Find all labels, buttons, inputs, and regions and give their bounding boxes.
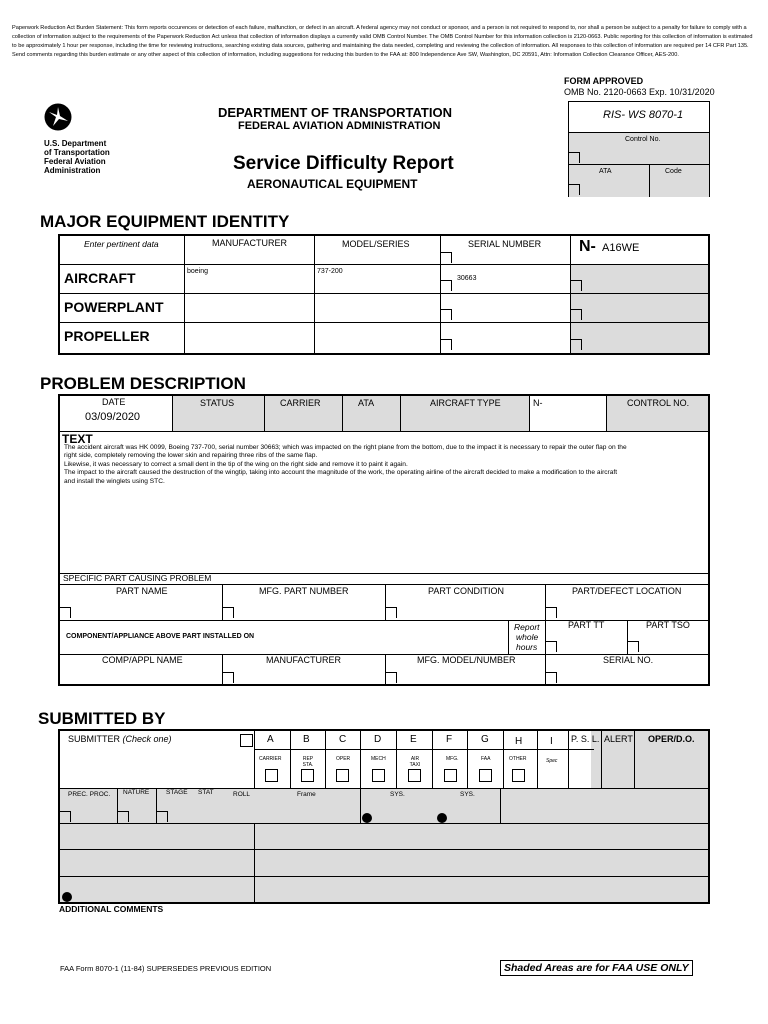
text-label: TEXT <box>62 432 93 446</box>
col-model: MODEL/SERIES <box>342 239 410 249</box>
letter-f: F <box>446 734 453 745</box>
aircraft-serial[interactable]: 30663 <box>457 275 477 282</box>
checkbox-rep-sta[interactable] <box>301 769 314 782</box>
specific-part-label: SPECIFIC PART CAUSING PROBLEM <box>63 573 212 583</box>
checkbox-carrier[interactable] <box>265 769 278 782</box>
roll-label: ROLL <box>233 791 250 798</box>
aircraft-serial-check <box>441 280 452 291</box>
control-no-field[interactable] <box>569 132 709 164</box>
checkbox-mfg[interactable] <box>444 769 457 782</box>
part-tso-check <box>628 641 639 652</box>
alert-label: ALERT <box>604 734 633 744</box>
stage-label: STAGE <box>166 789 188 796</box>
sub-mfg: MFG. <box>446 756 459 762</box>
oper-do-label: OPER/D.O. <box>648 734 695 744</box>
text-line: and install the winglets using STC. <box>64 477 165 485</box>
mfg-model-number-label: MFG. MODEL/NUMBER <box>417 655 516 665</box>
major-equipment-table <box>58 234 710 355</box>
n-label-problem: N- <box>533 398 543 408</box>
checkbox-faa[interactable] <box>479 769 492 782</box>
submitted-table <box>58 729 710 904</box>
problem-text-area[interactable] <box>64 444 708 486</box>
n-number-label: N- <box>579 238 596 255</box>
ris-box <box>568 101 710 197</box>
sub-air-taxi: AIR TAXI <box>409 756 421 768</box>
logo-line-4: Administration <box>44 166 101 175</box>
form-number: FAA Form 8070-1 (11-84) SUPERSEDES PREVIOUS EDITION <box>60 964 272 973</box>
letter-g: G <box>481 734 489 745</box>
additional-bullet-icon <box>62 892 72 902</box>
report-whole-hours-1: Report <box>514 622 540 632</box>
comp-manufacturer-check <box>223 672 234 683</box>
control-no-check <box>569 152 580 163</box>
sys-label-2: SYS. <box>460 791 475 798</box>
form-approved: FORM APPROVED <box>564 76 644 86</box>
prec-proc-check <box>60 811 71 822</box>
psl-label: P. S. L. <box>571 734 600 744</box>
text-line: right side, completely removing the lower skin and repairing three ribs of the same flap. <box>64 452 318 460</box>
mfg-part-check <box>223 607 234 618</box>
aircraft-model[interactable]: 737-200 <box>317 268 343 275</box>
serial-no-check <box>546 672 557 683</box>
sub-faa: FAA <box>481 756 491 762</box>
comp-manufacturer-label: MANUFACTURER <box>266 655 342 665</box>
ata-label: ATA <box>599 168 612 175</box>
part-tt-label: PART TT <box>568 620 605 630</box>
letter-i: I <box>550 736 553 747</box>
part-tso-label: PART TSO <box>646 620 690 630</box>
text-line: The accident aircraft was HK 0099, Boeing 737-700, serial number 30663; which was impacted on the right plane from the bottom, due to the impact it is necessary to repair the outer flap on the <box>64 444 627 451</box>
sys-bullet-1-icon <box>362 813 372 823</box>
checkbox-mech[interactable] <box>372 769 385 782</box>
logo-line-3: Federal Aviation <box>44 157 106 166</box>
sub-mech: MECH <box>371 756 386 762</box>
row-aircraft-label: AIRCRAFT <box>64 270 136 286</box>
letter-a: A <box>267 734 274 745</box>
ata-check <box>569 184 580 195</box>
letter-e: E <box>410 734 417 745</box>
serial-header-check <box>441 252 452 263</box>
ata-label-problem: ATA <box>358 398 375 408</box>
part-defect-location-label: PART/DEFECT LOCATION <box>572 586 682 596</box>
submitted-by-heading: SUBMITTED BY <box>38 709 166 728</box>
aircraft-manufacturer[interactable]: boeing <box>187 268 209 275</box>
prec-proc-label: PREC. PROC. <box>68 791 111 798</box>
logo-line-2: of Transportation <box>44 148 110 157</box>
serial-no-label: SERIAL NO. <box>603 655 654 665</box>
letter-b: B <box>303 734 310 745</box>
ris-number: RIS- WS 8070-1 <box>603 109 684 121</box>
frame-label: Frame <box>297 791 316 798</box>
col-serial: SERIAL NUMBER <box>468 239 542 249</box>
additional-comments-label: ADDITIONAL COMMENTS <box>59 904 164 914</box>
text-line: The impact to the aircraft caused the destruction of the wingtip, taking into account the magnitude of the work, the operating airline of the aircraft decided to make a modification to the aircraft <box>64 469 618 477</box>
date-value[interactable]: 03/09/2020 <box>85 411 141 423</box>
enter-data-hint: Enter pertinent data <box>84 239 159 249</box>
comp-appl-name-label: COMP/APPL NAME <box>102 655 183 665</box>
nature-label: NATURE <box>123 789 150 796</box>
aircraft-type-label: AIRCRAFT TYPE <box>430 398 501 408</box>
dept-title: DEPARTMENT OF TRANSPORTATION <box>218 105 452 120</box>
col-manufacturer: MANUFACTURER <box>212 238 288 248</box>
sub-spec: Spec <box>546 758 558 764</box>
sub-oper: OPER <box>336 756 351 762</box>
sys-bullet-2-icon <box>437 813 447 823</box>
status-label: STATUS <box>200 398 235 408</box>
dot-logo-icon <box>44 103 72 131</box>
part-condition-check <box>386 607 397 618</box>
mfg-part-number-label: MFG. PART NUMBER <box>259 586 349 596</box>
ata-code-field[interactable] <box>569 164 709 197</box>
checkbox-air-taxi[interactable] <box>408 769 421 782</box>
propeller-serial-check <box>441 339 452 350</box>
letter-d: D <box>374 734 382 745</box>
sys-label-1: SYS. <box>390 791 405 798</box>
burden-statement: Paperwork Reduction Act Burden Statement: This form reports occurences or detection of each failure, malfunction, or defect in an aircraft. A federal agency may not conduct or sponsor, and a person is not required to respond to, nor shall a person be subject to a penalty for failure to comply with a collection of information subject to the requirements of the Paperwork Reduction Act unless that collection of information displays a currently valid OMB Control Number. The OMB Control Number for this information collection is 2120-0663. Public reporting for this collection of information is estimated to be approximately 1 hour per response, including the time for reviewing instructions, searching existing data sources, gathering and maintaining the data needed, completing and reviewing the collection of information. All responses to this collection of information are required per 14 CFR Part 135. Send comments regarding this burden estimate or any other aspect of this collection of information, including suggestions for reducing this burden to the FAA at: 800 Independence Ave SW, Washington, DC 20591, Attn: Information Collection Clearance Officer, AES-200. <box>12 25 753 58</box>
part-location-check <box>546 607 557 618</box>
row-propeller-label: PROPELLER <box>64 328 150 344</box>
nature-check <box>118 811 129 822</box>
powerplant-serial-check <box>441 309 452 320</box>
row-powerplant-label: POWERPLANT <box>64 299 164 315</box>
problem-table <box>58 394 710 686</box>
major-equipment-heading: MAJOR EQUIPMENT IDENTITY <box>40 212 290 231</box>
letter-h: H <box>515 736 523 747</box>
problem-description-heading: PROBLEM DESCRIPTION <box>40 374 246 393</box>
part-tt-check <box>546 641 557 652</box>
report-whole-hours-3: hours <box>516 642 538 652</box>
logo-line-1: U.S. Department <box>44 139 107 148</box>
shaded-areas-note: Shaded Areas are for FAA USE ONLY <box>500 960 693 976</box>
part-name-label: PART NAME <box>116 586 168 596</box>
stat-label: STAT <box>198 789 214 796</box>
submitter-label: SUBMITTER (Check one) <box>68 734 172 744</box>
control-no-label: Control No. <box>625 136 661 143</box>
mfg-model-check <box>386 672 397 683</box>
report-whole-hours-2: whole <box>516 632 539 642</box>
control-no-label-problem: CONTROL NO. <box>627 398 690 408</box>
omb-number: OMB No. 2120-0663 Exp. 10/31/2020 <box>564 87 715 97</box>
agency-title: FEDERAL AVIATION ADMINISTRATION <box>238 120 441 132</box>
stage-check <box>157 811 168 822</box>
component-above-label: COMPONENT/APPLIANCE ABOVE PART INSTALLED ON <box>66 633 255 640</box>
text-line: Likewise, it was necessary to correct a small dent in the tip of the wing on the right side and remove it to paint it again. <box>64 460 408 468</box>
n-number-value[interactable]: A16WE <box>602 242 640 254</box>
aircraft-n-check <box>571 280 582 291</box>
carrier-label: CARRIER <box>280 398 321 408</box>
propeller-n-check <box>571 339 582 350</box>
letter-c: C <box>339 734 347 745</box>
page-subtitle: AERONAUTICAL EQUIPMENT <box>247 177 418 191</box>
part-condition-label: PART CONDITION <box>428 586 505 596</box>
powerplant-n-check <box>571 309 582 320</box>
date-label: DATE <box>102 397 126 407</box>
code-label: Code <box>665 168 682 175</box>
page-title: Service Difficulty Report <box>233 153 454 174</box>
checkbox-oper[interactable] <box>336 769 349 782</box>
part-name-check <box>60 607 71 618</box>
sub-other: OTHER <box>509 756 527 762</box>
sub-carrier: CARRIER <box>259 756 282 762</box>
checkbox-other[interactable] <box>512 769 525 782</box>
submitter-checkbox[interactable] <box>240 734 253 747</box>
sub-rep-sta: REP STA. <box>302 756 314 768</box>
